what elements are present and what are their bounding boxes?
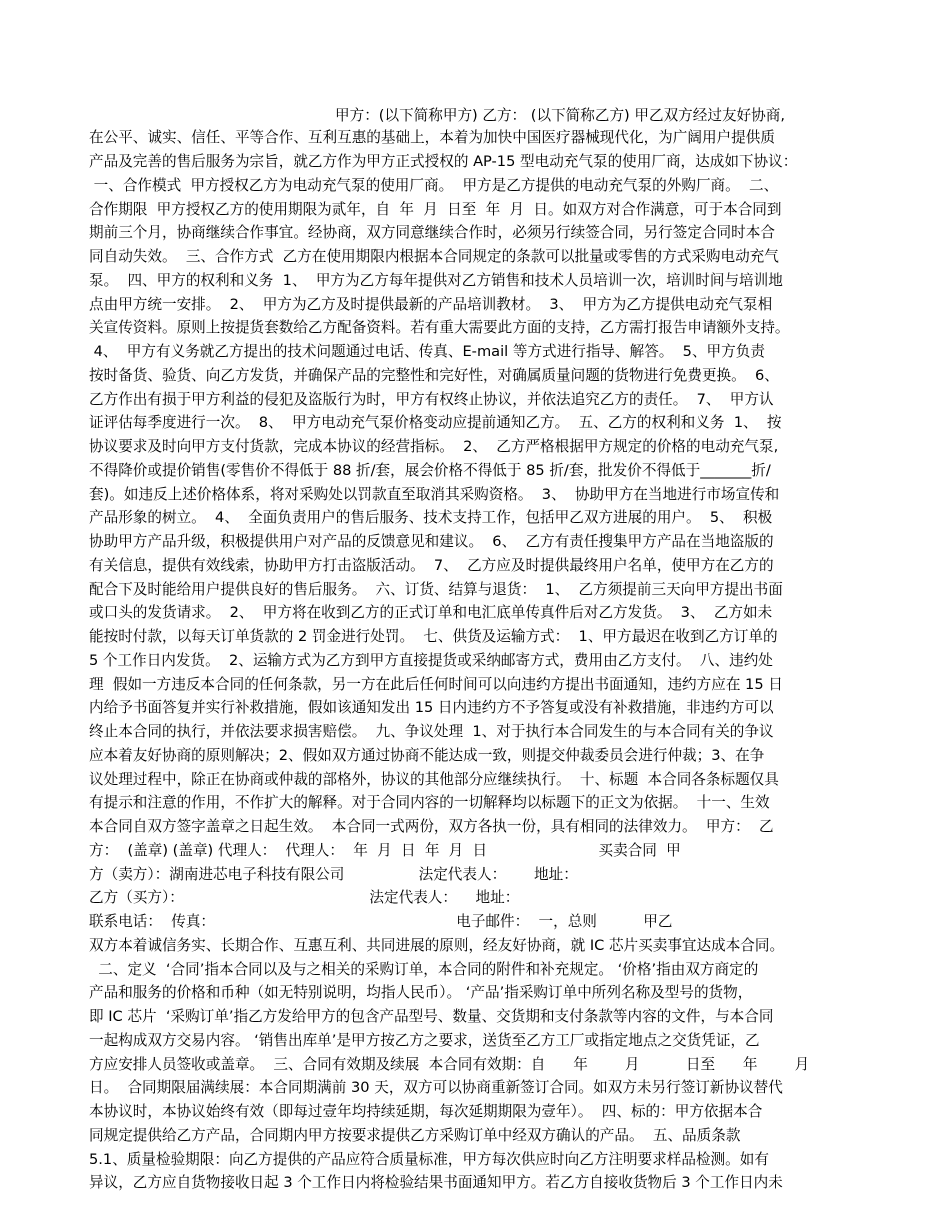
text-line: 方： (盖章) (盖章) 代理人： 代理人： 年 月 日 年 月 日 买卖合同 甲 — [89, 842, 681, 859]
text-line: 一起构成双方交易内容。 ‘销售出库单’是甲方按乙方之要求，送货至乙方工厂或指定地点之交货凭证，乙 — [89, 1032, 760, 1049]
text-line: 一、合作模式 甲方授权乙方为电动充气泵的使用厂商。 甲方是乙方提供的电动充气泵的外购厂商。 二、 — [89, 177, 779, 194]
text-line: 不得降价或提价销售(零售价不得低于 88 折/套，展会价格不得低于 85 折/套，批发价不得低于_______折/ — [89, 462, 771, 479]
text-line: 协议要求及时向甲方支付货款，完成本协议的经营指标。 2、 乙方严格根据甲方规定的价格的电动充气泵, — [89, 438, 779, 455]
text-line: 异议，乙方应自货物接收日起 3 个工作日内将检验结果书面通知甲方。若乙方自接收货物后 3 个工作日内未 — [89, 1174, 783, 1191]
text-line: 期前三个月，协商继续合作事宜。经协商，双方同意继续合作时，必须另行续签合同，另行签定合同时本合 — [89, 224, 775, 241]
text-line: 本合同自双方签字盖章之日起生效。 本合同一式两份，双方各执一份，具有相同的法律效力。 甲方： 乙 — [89, 818, 774, 835]
text-line: 证评估每季度进行一次。 8、 甲方电动充气泵价格变动应提前通知乙方。 五、乙方的权利和义务 1、 按 — [89, 414, 782, 431]
text-line: 应本着友好协商的原则解决；2、假如双方通过协商不能达成一致，则提交仲裁委员会进行仲裁；3、在争 — [89, 747, 765, 764]
text-line: 有关信息，提供有效线索，协助甲方打击盗版活动。 7、 乙方应及时提供最终用户名单，使甲方在乙方的 — [89, 557, 774, 574]
text-line: 配合下及时能给用户提供良好的售后服务。 六、订货、结算与退货： 1、 乙方须提前三天向甲方提出书面 — [89, 581, 783, 598]
text-line: 二、定义 ‘合同’指本合同以及与之相关的采购订单，本合同的附件和补充规定。 ‘价格’指由双方商定的 — [89, 961, 759, 978]
text-line: 4、 甲方有义务就乙方提出的技术问题通过电话、传真、E-mail 等方式进行指导、解答。 5、甲方负责 — [89, 343, 765, 360]
text-line: 双方本着诚信务实、长期合作、互惠互利、共同进展的原则，经友好协商，就 IC 芯片买卖事宜达成本合同。 — [89, 937, 785, 954]
text-line: 有提示和注意的作用，不作扩大的解释。对于合同内容的一切解释均以标题下的正文为依据。 十一、生效 — [89, 794, 770, 811]
text-line: 泵。 四、甲方的权利和义务 1、 甲方为乙方每年提供对乙方销售和技术人员培训一次，培训时间与培训地 — [89, 272, 783, 289]
text-line: 产品和服务的价格和币种（如无特别说明，均指人民币）。 ‘产品’指采购订单中所列名称及型号的货物， — [89, 984, 753, 1001]
text-line: 方应安排人员签收或盖章。 三、合同有效期及续展 本合同有效期：自 年 月 日至 年 月 — [89, 1056, 810, 1073]
text-line: 点由甲方统一安排。 2、 甲方为乙方及时提供最新的产品培训教材。 3、 甲方为乙方提供电动充气泵相 — [89, 296, 773, 313]
text-line: 协助甲方产品升级，积极提供用户对产品的反馈意见和建议。 6、 乙方有责任搜集甲方产品在当地盗版的 — [89, 533, 774, 550]
text-line: 5 个工作日内发货。 2、运输方式为乙方到甲方直接提货或采纳邮寄方式，费用由乙方支付。 八、违约处 — [89, 652, 773, 669]
text-line: 套)。如违反上述价格体系，将对采购处以罚款直至取消其采购资格。 3、 协助甲方在当地进行市场宣传和 — [89, 486, 780, 503]
text-line: 产品及完善的售后服务为宗旨，就乙方作为甲方正式授权的 AP-15 型电动充气泵的使用厂商，达成如下协议： — [89, 153, 798, 170]
text-line: 甲方：(以下简称甲方) 乙方： (以下简称乙方) 甲乙双方经过友好协商, — [335, 107, 785, 124]
text-line: 5.1、质量检验期限：向乙方提供的产品应符合质量标准，甲方每次供应时向乙方注明要求样品检测。如有 — [89, 1151, 769, 1168]
text-line: 联系电话： 传真： 电子邮件： 一，总则 甲乙 — [89, 913, 673, 930]
text-line: 合作期限 甲方授权乙方的使用期限为贰年，自 年 月 日至 年 月 日。如双方对合作满意，可于本合同到 — [89, 201, 782, 218]
text-line: 同自动失效。 三、合作方式 乙方在使用期限内根据本合同规定的条款可以批量或零售的方式采购电动充气 — [89, 248, 779, 265]
text-line: 产品形象的树立。 4、 全面负责用户的售后服务、技术支持工作，包括甲乙双方进展的用户。 5、 积极 — [89, 509, 773, 526]
text-line: 乙方（买方）： 法定代表人： 地址： — [89, 889, 520, 906]
text-line: 本协议时，本协议始终有效（即每过壹年均持续延期，每次延期期限为壹年）。 四、标的：甲方依据本合 — [89, 1103, 763, 1120]
text-line: 日。 合同期限届满续展：本合同期满前 30 天，双方可以协商重新签订合同。如双方未另行签订新协议替代 — [89, 1079, 783, 1096]
text-line: 同规定提供给乙方产品，合同期内甲方按要求提供乙方采购订单中经双方确认的产品。 五、品质条款 — [89, 1127, 741, 1144]
text-line: 或口头的发货请求。 2、 甲方将在收到乙方的正式订单和电汇底单传真件后对乙方发货。 3、 乙方如未 — [89, 604, 773, 621]
text-line: 在公平、诚实、信任、平等合作、互利互惠的基础上，本着为加快中国医疗器械现代化，为广阔用户提供质 — [89, 129, 775, 146]
text-line: 乙方作出有损于甲方利益的侵犯及盗版行为时，甲方有权终止协议，并依法追究乙方的责任。 7、 甲方认 — [89, 391, 774, 408]
text-line: 即 IC 芯片 ‘采购订单’指乙方发给甲方的包含产品型号、数量、交货期和支付条款等内容的文件，与本合同 — [89, 1008, 774, 1025]
text-line: 内给予书面答复并实行补救措施，假如该通知发出 15 日内违约方不予答复或没有补救措施，非违约方可以 — [89, 699, 774, 716]
text-line: 议处理过程中，除正在协商或仲裁的部格外，协议的其他部分应继续执行。 十、标题 本合同各条标题仅具 — [89, 771, 779, 788]
text-line: 理 假如一方违反本合同的任何条款，另一方在此后任何时间可以向违约方提出书面通知，违约方应在 15 日 — [89, 676, 783, 693]
text-line: 关宣传资料。原则上按提货套数给乙方配备资料。若有重大需要此方面的支持，乙方需打报告申请额外支持。 — [89, 319, 790, 336]
text-line: 按时备货、验货、向乙方发货，并确保产品的完整性和完好性，对确属质量问题的货物进行免费更换。 6、 — [89, 367, 779, 384]
text-line: 方（卖方）：湖南进芯电子科技有限公司 法定代表人： 地址： — [89, 866, 578, 883]
text-line: 能按时付款，以每天订单货款的 2 罚金进行处罚。 七、供货及运输方式： 1、甲方最迟在收到乙方订单的 — [89, 628, 778, 645]
text-line: 终止本合同的执行，并依法要求损害赔偿。 九、争议处理 1、对于执行本合同发生的与本合同有关的争议 — [89, 723, 774, 740]
